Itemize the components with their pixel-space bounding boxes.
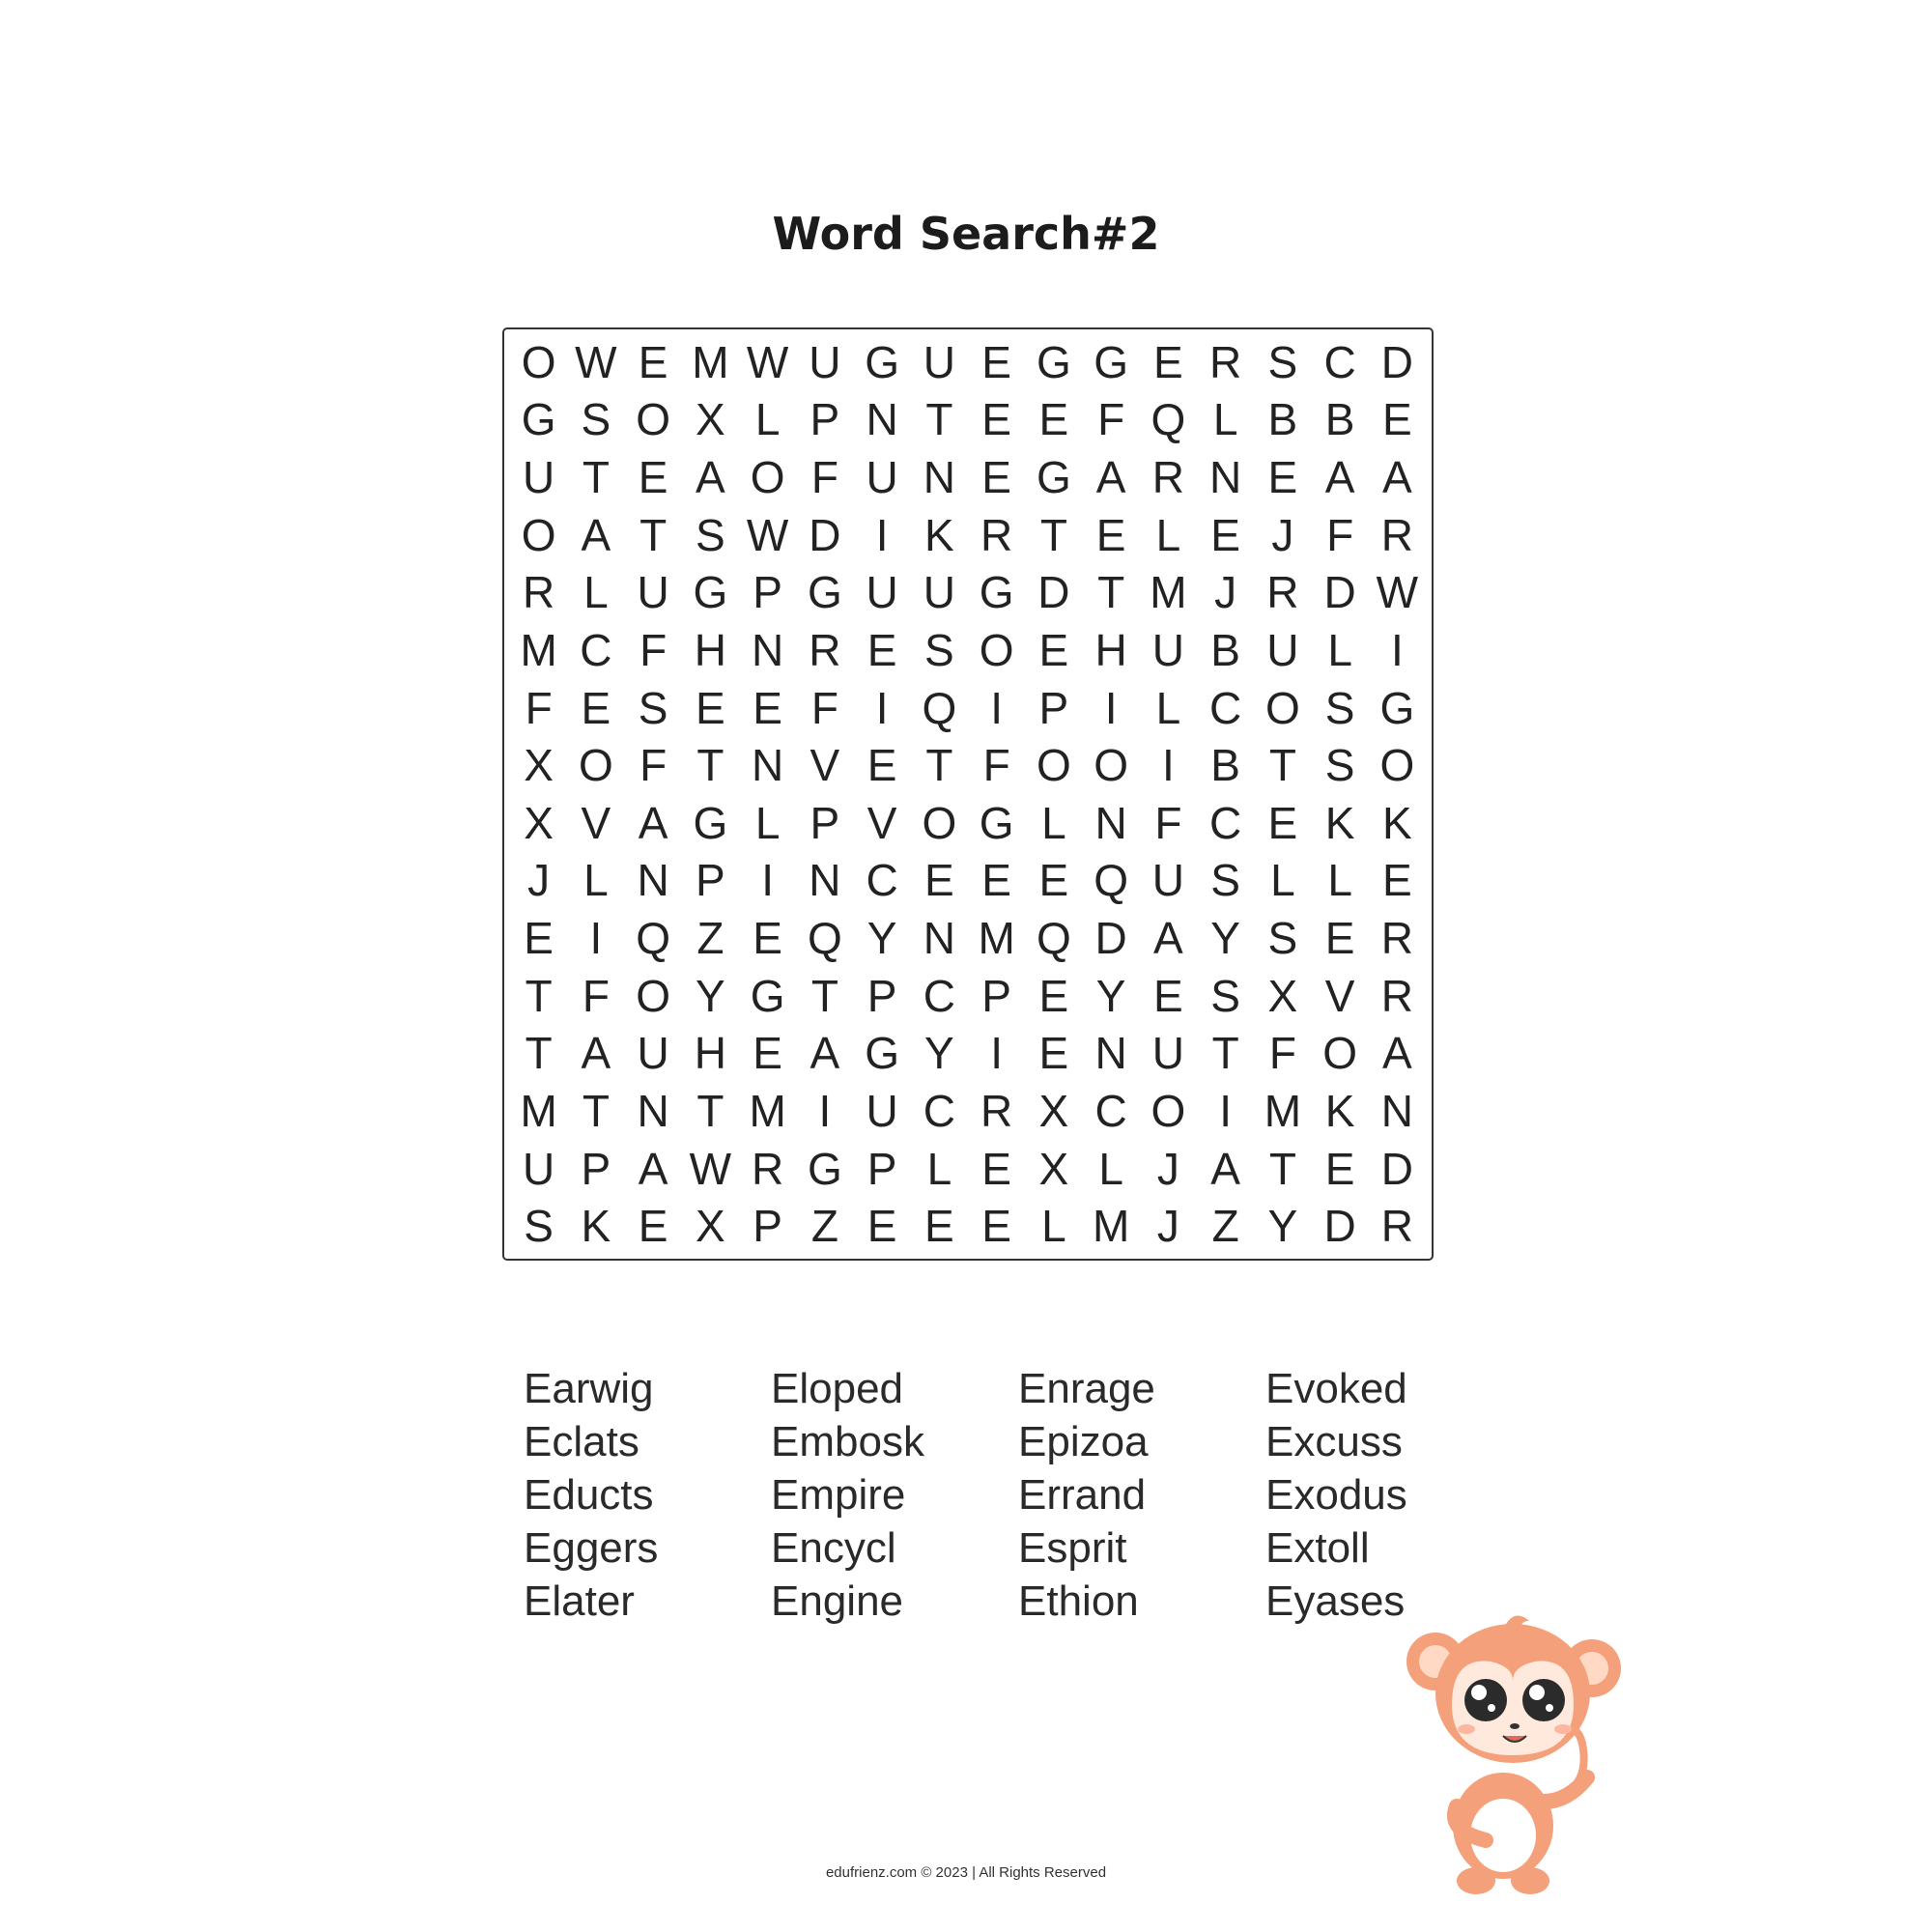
grid-letter: A xyxy=(1210,1143,1240,1194)
grid-letter: E xyxy=(524,913,554,964)
word-list-item: Empire xyxy=(771,1471,906,1519)
grid-letter: E xyxy=(1267,452,1298,503)
grid-letter: N xyxy=(809,855,841,906)
grid-letter: N xyxy=(1380,1085,1413,1136)
grid-letter: K xyxy=(1324,1085,1355,1136)
grid-letter: U xyxy=(866,567,898,618)
grid-letter: W xyxy=(1376,567,1419,618)
page-title: Word Search#2 xyxy=(772,208,1160,260)
grid-letter: L xyxy=(1155,509,1181,560)
grid-letter: T xyxy=(925,740,953,791)
grid-letter: M xyxy=(1150,567,1187,618)
grid-letter: H xyxy=(694,1028,726,1079)
grid-letter: F xyxy=(810,682,838,733)
grid-letter: A xyxy=(696,452,725,503)
grid-letter: E xyxy=(1038,394,1069,445)
grid-letter: V xyxy=(867,797,897,848)
grid-letter: F xyxy=(639,740,668,791)
monkey-mascot-icon xyxy=(1399,1608,1631,1898)
grid-letter: G xyxy=(693,567,728,618)
grid-letter: D xyxy=(1323,567,1356,618)
grid-letter: V xyxy=(581,797,611,848)
grid-letter: N xyxy=(1209,452,1242,503)
grid-letter: C xyxy=(866,855,898,906)
grid-letter: T xyxy=(925,394,953,445)
grid-letter: E xyxy=(1153,336,1183,387)
footer-copyright: edufrienz.com © 2023 | All Rights Reserved xyxy=(825,1864,1107,1881)
grid-letter: P xyxy=(981,970,1011,1021)
grid-letter: Q xyxy=(1036,913,1071,964)
grid-letter: N xyxy=(1094,1028,1127,1079)
grid-letter: X xyxy=(524,740,554,791)
grid-letter: R xyxy=(1380,970,1413,1021)
grid-letter: M xyxy=(520,1085,557,1136)
grid-letter: E xyxy=(981,394,1011,445)
grid-letter: P xyxy=(1038,682,1069,733)
grid-letter: O xyxy=(922,797,957,848)
grid-letter: R xyxy=(1380,509,1413,560)
grid-letter: I xyxy=(1219,1085,1233,1136)
grid-letter: F xyxy=(1326,509,1354,560)
grid-letter: L xyxy=(754,394,781,445)
word-list-item: Eloped xyxy=(771,1365,904,1412)
grid-letter: I xyxy=(1104,682,1118,733)
grid-letter: T xyxy=(525,1028,553,1079)
grid-letter: E xyxy=(638,1201,668,1252)
grid-letter: E xyxy=(1267,797,1298,848)
word-list xyxy=(524,1362,1509,1628)
grid-letter: R xyxy=(1266,567,1299,618)
grid-letter: U xyxy=(809,336,841,387)
grid-letter: W xyxy=(746,509,789,560)
grid-letter: Y xyxy=(924,1028,954,1079)
grid-letter: D xyxy=(809,509,841,560)
grid-letter: T xyxy=(582,1085,610,1136)
grid-letter: U xyxy=(1151,855,1184,906)
grid-letter: Y xyxy=(1210,913,1240,964)
grid-letter: U xyxy=(866,452,898,503)
grid-letter: T xyxy=(1097,567,1125,618)
grid-letter: E xyxy=(981,855,1011,906)
grid-letter: A xyxy=(1324,452,1355,503)
grid-letter: O xyxy=(1379,740,1415,791)
grid-letter: S xyxy=(924,624,954,675)
grid-letter: O xyxy=(1151,1085,1186,1136)
grid-letter: G xyxy=(1379,682,1415,733)
grid-letter: T xyxy=(525,970,553,1021)
grid-letter: C xyxy=(1209,682,1242,733)
grid-letter: F xyxy=(582,970,610,1021)
grid-letter: Y xyxy=(1095,970,1126,1021)
grid-letter: E xyxy=(981,452,1011,503)
grid-letter: E xyxy=(1038,970,1069,1021)
grid-letter: U xyxy=(1266,624,1299,675)
grid-letter: U xyxy=(1151,1028,1184,1079)
grid-letter: I xyxy=(818,1085,832,1136)
grid-letter: P xyxy=(696,855,725,906)
grid-letter: E xyxy=(1382,394,1412,445)
grid-letter: F xyxy=(525,682,553,733)
grid-letter: C xyxy=(1094,1085,1127,1136)
grid-letter: O xyxy=(636,970,671,1021)
word-list-item: Evoked xyxy=(1265,1365,1407,1412)
grid-letter: T xyxy=(1268,1143,1296,1194)
grid-letter: K xyxy=(1382,797,1412,848)
grid-letter: E xyxy=(867,624,897,675)
grid-letter: B xyxy=(1210,624,1240,675)
grid-letter: S xyxy=(1324,682,1355,733)
grid-letter: G xyxy=(979,567,1014,618)
grid-letter: N xyxy=(923,452,955,503)
grid-letter: E xyxy=(1324,913,1355,964)
word-list-item: Eclats xyxy=(524,1418,639,1465)
grid-letter: N xyxy=(752,740,784,791)
grid-letter: S xyxy=(1210,855,1240,906)
grid-letter: H xyxy=(694,624,726,675)
grid-letter: I xyxy=(589,913,603,964)
grid-letter: S xyxy=(638,682,668,733)
grid-letter: L xyxy=(1212,394,1238,445)
grid-letter: P xyxy=(753,1201,782,1252)
grid-letter: J xyxy=(527,855,551,906)
grid-letter: P xyxy=(867,1143,897,1194)
grid-letter: G xyxy=(750,970,785,1021)
grid-letter: X xyxy=(524,797,554,848)
grid-letter: G xyxy=(1036,452,1071,503)
grid-letter: G xyxy=(521,394,556,445)
grid-letter: E xyxy=(696,682,725,733)
grid-letter: G xyxy=(979,797,1014,848)
grid-letter: K xyxy=(581,1201,611,1252)
grid-letter: O xyxy=(521,509,556,560)
grid-letter: Q xyxy=(1151,394,1186,445)
grid-letter: U xyxy=(923,336,955,387)
grid-letter: P xyxy=(810,797,840,848)
grid-letter: T xyxy=(696,740,724,791)
grid-letter: Z xyxy=(810,1201,838,1252)
grid-letter: S xyxy=(1210,970,1240,1021)
word-list-item: Earwig xyxy=(524,1365,654,1412)
grid-letter: X xyxy=(696,394,725,445)
grid-letter: N xyxy=(637,855,669,906)
grid-letter: E xyxy=(1153,970,1183,1021)
grid-letter: O xyxy=(979,624,1014,675)
grid-letter: D xyxy=(1037,567,1070,618)
grid-letter: X xyxy=(1267,970,1298,1021)
grid-letter: F xyxy=(1097,394,1125,445)
grid-letter: V xyxy=(1324,970,1355,1021)
grid-letter: X xyxy=(1038,1143,1069,1194)
grid-letter: O xyxy=(1094,740,1129,791)
grid-letter: P xyxy=(810,394,840,445)
grid-letter: H xyxy=(1094,624,1127,675)
grid-letter: D xyxy=(1380,336,1413,387)
grid-letter: M xyxy=(749,1085,786,1136)
grid-letter: I xyxy=(875,509,889,560)
grid-letter: Y xyxy=(1267,1201,1298,1252)
word-list-item: Enrage xyxy=(1018,1365,1155,1412)
grid-letter: T xyxy=(1268,740,1296,791)
grid-letter: G xyxy=(807,1143,842,1194)
grid-letter: A xyxy=(1153,913,1183,964)
grid-letter: W xyxy=(689,1143,732,1194)
grid-letter: G xyxy=(865,1028,900,1079)
grid-letter: N xyxy=(752,624,784,675)
grid-letter: A xyxy=(638,1143,668,1194)
grid-letter: B xyxy=(1267,394,1298,445)
grid-letter: T xyxy=(1039,509,1067,560)
grid-letter: T xyxy=(696,1085,724,1136)
grid-letter: Y xyxy=(867,913,897,964)
grid-letter: F xyxy=(982,740,1010,791)
grid-letter: G xyxy=(865,336,900,387)
grid-letter: O xyxy=(1264,682,1300,733)
grid-letter: O xyxy=(750,452,785,503)
grid-letter: E xyxy=(981,336,1011,387)
grid-letter: A xyxy=(1382,452,1412,503)
grid-letter: I xyxy=(990,682,1004,733)
word-list-item: Epizoa xyxy=(1018,1418,1149,1465)
grid-letter: R xyxy=(1151,452,1184,503)
grid-letter: U xyxy=(1151,624,1184,675)
grid-letter: F xyxy=(639,624,668,675)
grid-letter: A xyxy=(1382,1028,1412,1079)
grid-letter: A xyxy=(810,1028,840,1079)
grid-letter: E xyxy=(924,855,954,906)
grid-letter: M xyxy=(520,624,557,675)
grid-letter: Y xyxy=(696,970,725,1021)
grid-letter: P xyxy=(581,1143,611,1194)
grid-letter: U xyxy=(923,567,955,618)
grid-letter: L xyxy=(1270,855,1295,906)
grid-letter: L xyxy=(1098,1143,1123,1194)
grid-letter: G xyxy=(807,567,842,618)
grid-letter: D xyxy=(1323,1201,1356,1252)
grid-letter: Z xyxy=(1211,1201,1239,1252)
word-list-item: Excuss xyxy=(1265,1418,1403,1465)
grid-letter: E xyxy=(638,452,668,503)
grid-letter: Q xyxy=(1094,855,1129,906)
grid-letter: U xyxy=(637,567,669,618)
grid-letter: O xyxy=(521,336,556,387)
grid-letter: N xyxy=(1094,797,1127,848)
grid-letter: J xyxy=(1214,567,1237,618)
grid-letter: R xyxy=(1209,336,1242,387)
grid-letter: T xyxy=(1211,1028,1239,1079)
grid-letter: A xyxy=(581,1028,611,1079)
grid-letter: D xyxy=(1094,913,1127,964)
grid-letter: U xyxy=(523,452,555,503)
grid-letter: X xyxy=(1038,1085,1069,1136)
word-list-item: Extoll xyxy=(1265,1524,1370,1572)
grid-letter: C xyxy=(923,1085,955,1136)
grid-letter: L xyxy=(754,797,781,848)
grid-letter: I xyxy=(990,1028,1004,1079)
grid-letter: I xyxy=(1161,740,1175,791)
grid-letter: P xyxy=(753,567,782,618)
word-list-item: Engine xyxy=(771,1577,904,1625)
grid-letter: E xyxy=(1095,509,1126,560)
grid-letter: T xyxy=(639,509,668,560)
grid-letter: I xyxy=(1390,624,1404,675)
grid-letter: R xyxy=(1380,1201,1413,1252)
grid-letter: R xyxy=(980,509,1013,560)
word-list-item: Exodus xyxy=(1265,1471,1407,1519)
grid-letter: E xyxy=(1210,509,1240,560)
grid-letter: O xyxy=(1036,740,1071,791)
grid-letter: K xyxy=(1324,797,1355,848)
grid-letter: G xyxy=(693,797,728,848)
grid-letter: M xyxy=(978,913,1015,964)
grid-letter: M xyxy=(692,336,729,387)
grid-letter: U xyxy=(523,1143,555,1194)
word-list-item: Errand xyxy=(1018,1471,1147,1519)
grid-letter: R xyxy=(980,1085,1013,1136)
grid-letter: Q xyxy=(807,913,842,964)
grid-letter: S xyxy=(1267,336,1298,387)
grid-letter: N xyxy=(923,913,955,964)
grid-letter: F xyxy=(1154,797,1182,848)
grid-letter: B xyxy=(1324,394,1355,445)
letter-grid xyxy=(502,327,1434,1261)
grid-letter: L xyxy=(1327,855,1352,906)
grid-letter: U xyxy=(637,1028,669,1079)
grid-letter: Z xyxy=(696,913,724,964)
grid-letter: M xyxy=(1092,1201,1130,1252)
grid-letter: J xyxy=(1156,1143,1179,1194)
grid-letter: E xyxy=(981,1143,1011,1194)
grid-letter: J xyxy=(1156,1201,1179,1252)
grid-letter: R xyxy=(523,567,555,618)
grid-letter: T xyxy=(810,970,838,1021)
grid-letter: O xyxy=(1322,1028,1358,1079)
grid-letter: L xyxy=(1155,682,1181,733)
grid-letter: E xyxy=(1324,1143,1355,1194)
grid-letter: E xyxy=(1382,855,1412,906)
grid-letter: O xyxy=(578,740,613,791)
grid-letter: D xyxy=(1380,1143,1413,1194)
grid-letter: E xyxy=(924,1201,954,1252)
grid-letter: E xyxy=(753,913,782,964)
word-list-item: Esprit xyxy=(1018,1524,1127,1572)
grid-letter: R xyxy=(752,1143,784,1194)
grid-letter: C xyxy=(1209,797,1242,848)
grid-letter: L xyxy=(1327,624,1352,675)
grid-letter: A xyxy=(581,509,611,560)
grid-letter: E xyxy=(867,740,897,791)
grid-letter: V xyxy=(810,740,840,791)
grid-letter: L xyxy=(583,855,609,906)
grid-letter: C xyxy=(580,624,612,675)
grid-letter: E xyxy=(867,1201,897,1252)
grid-letter: W xyxy=(746,336,789,387)
grid-letter: E xyxy=(753,1028,782,1079)
grid-letter: I xyxy=(761,855,775,906)
word-list-item: Eggers xyxy=(524,1524,659,1572)
word-list-item: Ethion xyxy=(1018,1577,1139,1625)
grid-letter: E xyxy=(581,682,611,733)
grid-letter: C xyxy=(923,970,955,1021)
grid-letter: S xyxy=(1324,740,1355,791)
grid-letter: P xyxy=(867,970,897,1021)
grid-letter: N xyxy=(866,394,898,445)
grid-letter: G xyxy=(1036,336,1071,387)
grid-letter: J xyxy=(1271,509,1294,560)
word-list-item: Educts xyxy=(524,1471,654,1519)
grid-letter: M xyxy=(1264,1085,1302,1136)
grid-letter: B xyxy=(1210,740,1240,791)
grid-letter: E xyxy=(981,1201,1011,1252)
grid-letter: F xyxy=(810,452,838,503)
grid-letter: L xyxy=(1041,1201,1066,1252)
grid-letter: S xyxy=(1267,913,1298,964)
word-list-item: Eyases xyxy=(1265,1577,1406,1625)
grid-letter: E xyxy=(1038,855,1069,906)
grid-letter: L xyxy=(583,567,609,618)
grid-letter: O xyxy=(636,394,671,445)
grid-letter: S xyxy=(524,1201,554,1252)
grid-letter: T xyxy=(582,452,610,503)
grid-letter: R xyxy=(1380,913,1413,964)
word-list-item: Encycl xyxy=(771,1524,896,1572)
grid-letter: S xyxy=(581,394,611,445)
grid-letter: A xyxy=(638,797,668,848)
grid-letter: E xyxy=(753,682,782,733)
word-list-item: Embosk xyxy=(771,1418,924,1465)
grid-letter: U xyxy=(866,1085,898,1136)
grid-letter: E xyxy=(1038,624,1069,675)
grid-letter: W xyxy=(575,336,617,387)
grid-letter: R xyxy=(809,624,841,675)
grid-letter: Q xyxy=(922,682,957,733)
grid-letter: L xyxy=(1041,797,1066,848)
grid-letter: X xyxy=(696,1201,725,1252)
grid-letter: K xyxy=(924,509,954,560)
grid-letter: Q xyxy=(636,913,671,964)
word-list-item: Elater xyxy=(524,1577,635,1625)
grid-letter: C xyxy=(1323,336,1356,387)
grid-letter: L xyxy=(926,1143,952,1194)
grid-letter: F xyxy=(1268,1028,1296,1079)
grid-letter: I xyxy=(875,682,889,733)
grid-letter: G xyxy=(1094,336,1129,387)
grid-letter: E xyxy=(1038,1028,1069,1079)
grid-letter: S xyxy=(696,509,725,560)
grid-letter: N xyxy=(637,1085,669,1136)
grid-letter: E xyxy=(638,336,668,387)
grid-letter: A xyxy=(1095,452,1126,503)
